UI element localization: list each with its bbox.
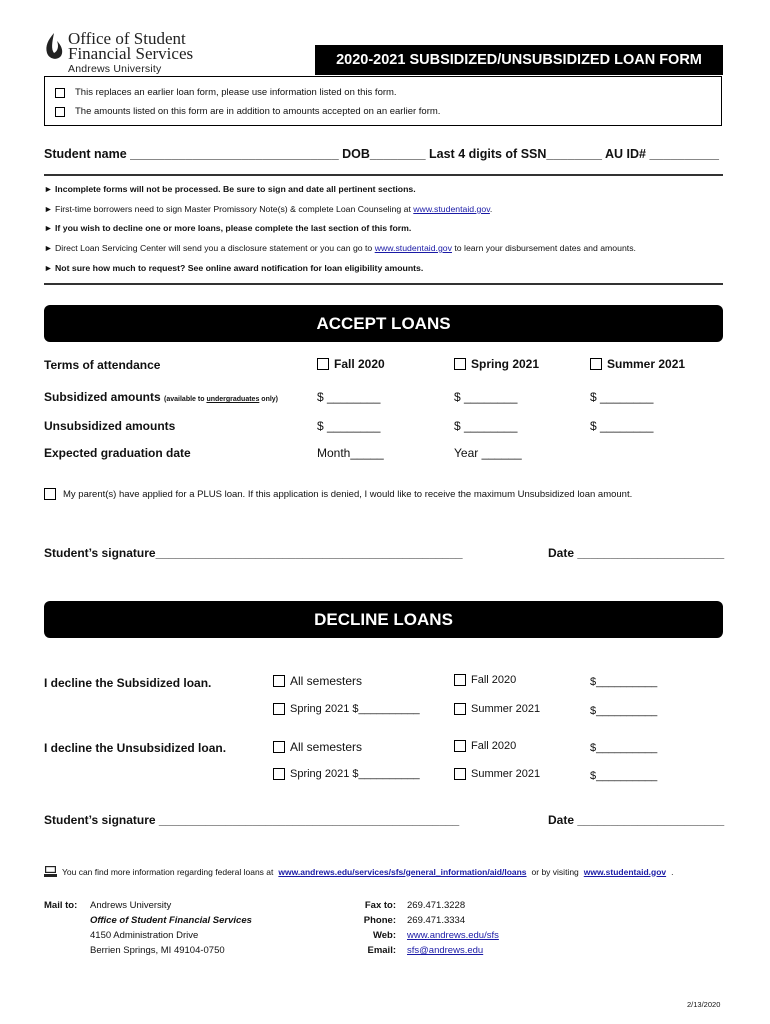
subsidized-label: Subsidized amounts (available to undergraduates only) [44,390,279,404]
accept-date-line[interactable]: Date ______________________ [548,546,725,560]
web-link[interactable]: www.andrews.edu/sfs [407,930,499,941]
sfs-loans-link[interactable]: www.andrews.edu/services/sfs/general_information/aid/loans [278,866,527,877]
plus-loan-text: My parent(s) have applied for a PLUS loan. If this application is denied, I would like to receive the maximum Unsubsidized loan amount. [63,488,633,500]
computer-icon [44,866,57,877]
decline-sub-fall-checkbox[interactable] [454,674,466,686]
unsub-spring-amount[interactable]: $ ________ [454,419,518,433]
logo-financial-text: Financial Services [68,44,194,63]
decline-sub-fall-amount[interactable]: $__________ [590,676,658,688]
decline-unsub-spring: Spring 2021 $__________ [273,768,420,780]
phone-number: 269.471.3334 [407,915,466,926]
note-incomplete: ► Incomplete forms will not be processed. Be sure to sign and date all pertinent sections. [44,184,416,194]
decline-unsub-spring-checkbox[interactable] [273,768,285,780]
unsubsidized-label: Unsubsidized amounts [44,419,176,433]
option-additional [55,106,440,117]
summer-checkbox[interactable] [590,358,602,370]
note-disclosure: ► Direct Loan Servicing Center will send you a disclosure statement or you can go to www.studentaid.gov to learn your disbursement dates and amounts. [44,243,636,253]
sub-spring-amount[interactable]: $ ________ [454,390,518,404]
sub-summer-amount[interactable]: $ ________ [590,390,654,404]
decline-sub-summer: Summer 2021 [454,703,540,715]
decline-unsub-all-checkbox[interactable] [273,741,285,753]
terms-label: Terms of attendance [44,358,161,372]
note-first-time: ► First-time borrowers need to sign Master Promissory Note(s) & complete Loan Counseling at www.studentaid.gov. [44,204,493,214]
sub-fall-amount[interactable]: $ ________ [317,390,381,404]
decline-sub-spring: Spring 2021 $__________ [273,703,420,715]
decline-sub-summer-amount[interactable]: $__________ [590,705,658,717]
note-decline: ► If you wish to decline one or more loans, please complete the last section of this form. [44,223,412,233]
decline-unsub-summer-checkbox[interactable] [454,768,466,780]
decline-sub-spring-checkbox[interactable] [273,703,285,715]
decline-subsidized-label: I decline the Subsidized loan. [44,676,212,690]
studentaid-link-3[interactable]: www.studentaid.gov [583,866,667,877]
decline-unsubsidized-label: I decline the Unsubsidized loan. [44,741,227,755]
mail-address: Andrews University Office of Student Financial Services 4150 Administration Drive Berrien Springs, MI 49104-0750 [90,900,252,956]
decline-loans-heading: DECLINE LOANS [44,601,723,638]
graduation-year[interactable]: Year ______ [454,446,522,460]
replaces-checkbox[interactable] [55,88,65,98]
option-replaces-label: This replaces an earlier loan form, please use information listed on this form. [75,87,397,98]
decline-unsub-summer-amount[interactable]: $__________ [590,770,658,782]
decline-signature-line[interactable]: Student’s signature _____________________________________________ [44,813,460,827]
unsub-summer-amount[interactable]: $ ________ [590,419,654,433]
term-summer: Summer 2021 [590,357,685,371]
decline-sub-fall: Fall 2020 [454,674,516,686]
plus-checkbox[interactable] [44,488,56,500]
logo-university-text: Andrews University [68,63,162,75]
decline-unsub-all: All semesters [273,740,362,754]
decline-sub-all-checkbox[interactable] [273,675,285,687]
studentaid-link-2[interactable]: www.studentaid.gov [374,243,452,253]
additional-checkbox[interactable] [55,107,65,117]
decline-sub-all: All semesters [273,674,362,688]
spring-checkbox[interactable] [454,358,466,370]
plus-loan-option [44,488,632,500]
student-info-line[interactable]: Student name ______________________________ DOB________ Last 4 digits of SSN________ AU ID# __________ [44,147,719,161]
term-spring: Spring 2021 [454,357,539,371]
option-additional-label: The amounts listed on this form are in addition to amounts accepted on an earlier form. [75,106,441,117]
fax-number: 269.471.3228 [407,900,466,911]
mail-to-label: Mail to: [44,900,78,911]
decline-unsub-fall-amount[interactable]: $__________ [590,742,658,754]
studentaid-link[interactable]: www.studentaid.gov [413,204,490,214]
logo-office-text: Office of Student [68,29,186,48]
decline-unsub-fall-checkbox[interactable] [454,740,466,752]
decline-unsub-fall: Fall 2020 [454,740,516,752]
note-eligibility: ► Not sure how much to request? See online award notification for loan eligibility amounts. [44,263,424,273]
graduation-month[interactable]: Month_____ [317,446,384,460]
email-link[interactable]: sfs@andrews.edu [407,945,484,956]
graduation-label: Expected graduation date [44,446,191,460]
decline-sub-summer-checkbox[interactable] [454,703,466,715]
contact-labels: Fax to: Phone: Web: Email: [363,900,396,956]
contact-values [407,898,499,958]
divider [44,174,723,176]
accept-signature-line[interactable]: Student’s signature______________________________________________ [44,546,463,560]
form-title: 2020-2021 SUBSIDIZED/UNSUBSIDIZED LOAN FORM [315,45,723,75]
accept-loans-heading: ACCEPT LOANS [44,305,723,342]
more-info-line: You can find more information regarding federal loans at www.andrews.edu/services/sfs/general_information/aid/loans or by visiting www.studentaid.gov . [44,866,673,877]
options-box [44,76,722,126]
term-fall: Fall 2020 [317,357,385,371]
decline-unsub-summer: Summer 2021 [454,768,540,780]
option-replaces [55,87,397,98]
unsub-fall-amount[interactable]: $ ________ [317,419,381,433]
fall-checkbox[interactable] [317,358,329,370]
divider [44,283,723,285]
flame-logo-icon [44,32,64,62]
decline-date-line[interactable]: Date ______________________ [548,813,725,827]
revision-date: 2/13/2020 [687,1000,721,1009]
